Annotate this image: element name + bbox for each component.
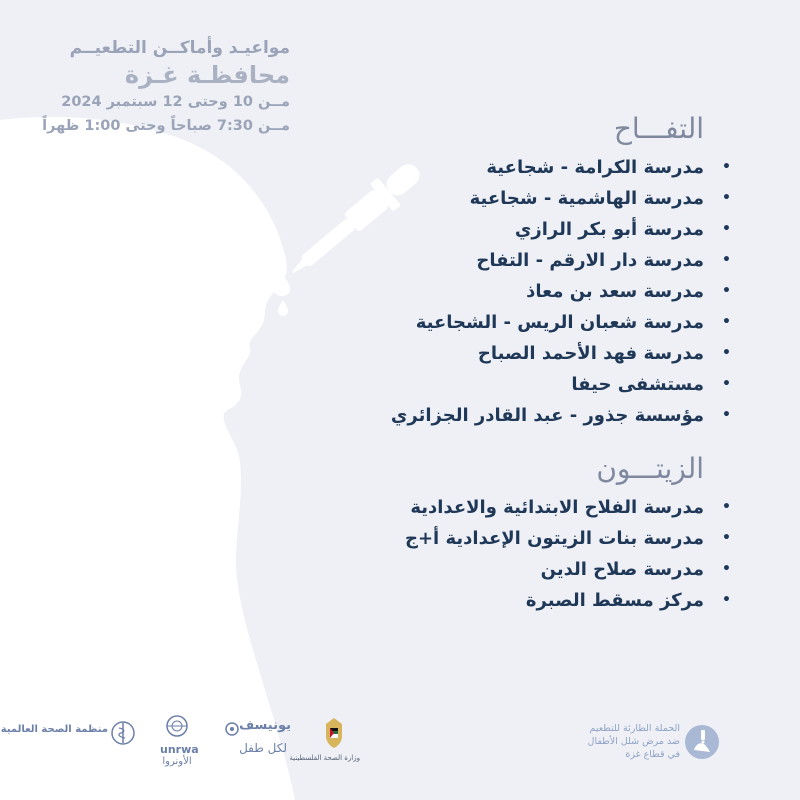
unrwa-arabic-name: الأونروا (162, 756, 192, 767)
bullet: • (722, 561, 731, 577)
ministry-of-health-logo (289, 716, 360, 763)
location-name: مدرسة سعد بن معاذ (526, 281, 704, 302)
list-item (405, 492, 731, 523)
bullet: • (722, 283, 731, 299)
schedule-header (30, 36, 290, 138)
list-item (391, 338, 731, 369)
header-subtitle: مواعيـد وأماكــن التطعيــم (69, 38, 290, 58)
region-title-tuffah: التفـــاح (613, 112, 704, 145)
region-title-zaytoun: الزيتـــون (596, 452, 704, 485)
list-item (391, 214, 731, 245)
list-item (405, 585, 731, 616)
list-item (391, 152, 731, 183)
bullet: • (722, 252, 731, 268)
tuffah-locations-list (390, 152, 731, 431)
date-range: مــن 10 وحتى 12 سبتمبر 2024 (61, 94, 290, 110)
list-item (391, 245, 731, 276)
ministry-emblem-icon (320, 716, 348, 750)
bullet: • (722, 314, 731, 330)
unicef-emblem-icon (225, 722, 239, 736)
location-name: مستشفى حيفا (571, 374, 704, 395)
who-name: منظمة الصحة العالمية (0, 724, 108, 735)
list-item (391, 369, 731, 400)
time-range: مــن 7:30 صباحاً وحتى 1:00 ظهراً (42, 118, 290, 134)
partner-logos (0, 700, 800, 790)
location-name: مدرسة بنات الزيتون الإعدادية أ+ج (405, 528, 704, 549)
campaign-line-2: ضد مرض شلل الأطفال (587, 736, 680, 747)
zaytoun-locations-list (405, 492, 731, 616)
child-head-silhouette (0, 117, 295, 800)
list-item (390, 400, 731, 431)
list-item (391, 307, 731, 338)
region-tuffah (390, 112, 731, 431)
campaign-line-3: في قطاع غزة (625, 749, 680, 760)
location-name: مدرسة أبو بكر الرازي (514, 219, 704, 240)
unrwa-logo (160, 714, 199, 768)
bullet: • (722, 376, 731, 392)
polio-campaign-icon (684, 724, 720, 760)
location-name: مدرسة فهد الأحمد الصباح (477, 343, 704, 364)
bullet: • (722, 221, 731, 237)
location-name: مدرسة الفلاح الابتدائية والاعدادية (410, 497, 704, 518)
list-item (391, 276, 731, 307)
list-item (405, 523, 731, 554)
drop-icon-small (278, 300, 288, 316)
unicef-name: يونيسف (239, 718, 291, 733)
ministry-name: وزارة الصحة الفلسطينية (289, 754, 360, 762)
governorate-title: محافظـة غـزة (124, 61, 290, 89)
unrwa-name: unrwa (160, 743, 199, 756)
list-item (391, 183, 731, 214)
bullet: • (722, 592, 731, 608)
unicef-tagline: لكل طفل (239, 741, 287, 755)
bullet: • (722, 499, 731, 515)
bullet: • (722, 407, 731, 423)
list-item (405, 554, 731, 585)
region-zaytoun (405, 452, 731, 616)
bullet: • (722, 190, 731, 206)
polio-campaign-logo (585, 718, 720, 778)
bullet: • (722, 345, 731, 361)
location-name: مدرسة الهاشمية - شجاعية (469, 188, 704, 209)
location-name: مركز مسقط الصبرة (525, 590, 704, 611)
bullet: • (722, 530, 731, 546)
location-name: مدرسة صلاح الدين (540, 559, 704, 580)
location-name: مؤسسة جذور - عبد القادر الجزائري (390, 405, 704, 426)
campaign-line-1: الحملة الطارئة للتطعيم (589, 723, 680, 734)
who-emblem-icon (110, 720, 136, 746)
location-name: مدرسة دار الارقم - التفاح (476, 250, 704, 271)
location-name: مدرسة شعبان الريس - الشجاعية (415, 312, 704, 333)
location-name: مدرسة الكرامة - شجاعية (486, 157, 704, 178)
bullet: • (722, 159, 731, 175)
un-emblem-icon (160, 714, 194, 740)
